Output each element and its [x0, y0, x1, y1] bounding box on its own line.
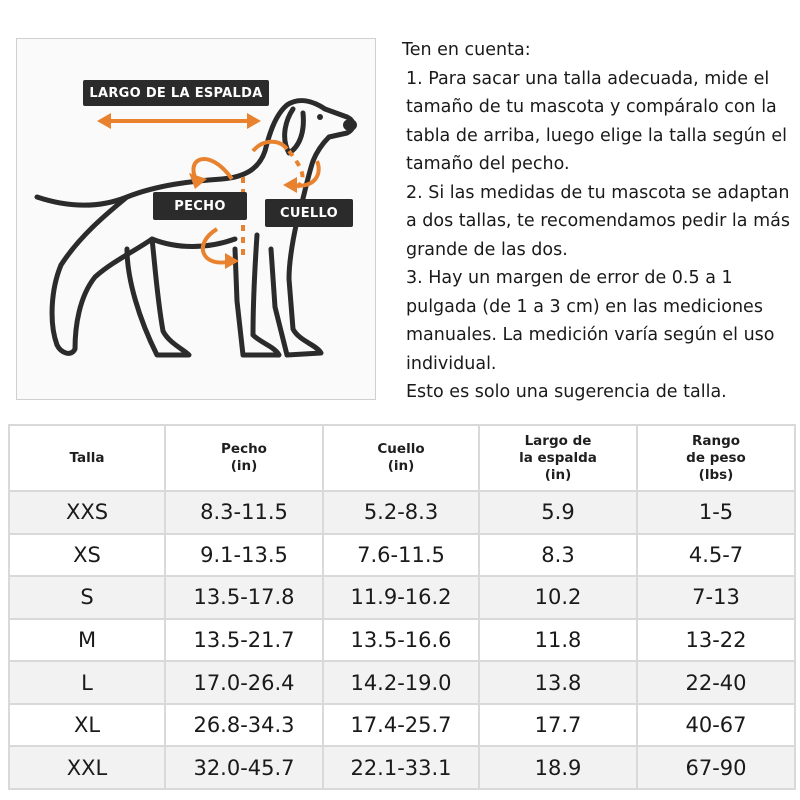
cell-weight: 40-67	[637, 704, 795, 747]
cell-chest: 9.1-13.5	[165, 534, 323, 577]
header-size: Talla	[9, 425, 165, 491]
cell-chest: 26.8-34.3	[165, 704, 323, 747]
header-chest: Pecho (in)	[165, 425, 323, 491]
cell-back: 18.9	[479, 746, 637, 789]
cell-weight: 67-90	[637, 746, 795, 789]
table-row	[9, 746, 795, 789]
cell-back: 5.9	[479, 491, 637, 534]
cell-chest: 32.0-45.7	[165, 746, 323, 789]
chest-arrowheads-icon	[189, 173, 239, 269]
header-back-length: Largo de la espalda (in)	[479, 425, 637, 491]
cell-neck: 7.6-11.5	[323, 534, 479, 577]
header-neck: Cuello (in)	[323, 425, 479, 491]
cell-neck: 17.4-25.7	[323, 704, 479, 747]
back-arrow-icon	[97, 113, 261, 129]
cell-back: 8.3	[479, 534, 637, 577]
table-row	[9, 534, 795, 577]
cell-neck: 5.2-8.3	[323, 491, 479, 534]
cell-size: M	[9, 619, 165, 662]
table-row	[9, 491, 795, 534]
dog-measurement-diagram	[16, 38, 376, 400]
cell-back: 10.2	[479, 576, 637, 619]
cell-chest: 13.5-21.7	[165, 619, 323, 662]
notes-heading: Ten en cuenta:	[402, 40, 531, 60]
cell-weight: 4.5-7	[637, 534, 795, 577]
cell-back: 13.8	[479, 661, 637, 704]
table-row	[9, 576, 795, 619]
cell-weight: 7-13	[637, 576, 795, 619]
cell-size: L	[9, 661, 165, 704]
cell-chest: 13.5-17.8	[165, 576, 323, 619]
table-row	[9, 704, 795, 747]
notes-footer: Esto es solo una sugerencia de talla.	[406, 382, 727, 402]
cell-weight: 13-22	[637, 619, 795, 662]
note-item-1: 1. Para sacar una talla adecuada, mide el tamaño de tu mascota y compáralo con la tabla de arriba, luego elige la talla según el tamaño del pecho.	[406, 68, 788, 174]
note-item-2: 2. Si las medidas de tu mascota se adaptan a dos tallas, te recomendamos pedir la más grande de las dos.	[406, 182, 790, 260]
header-weight-range: Rango de peso (lbs)	[637, 425, 795, 491]
cell-back: 17.7	[479, 704, 637, 747]
cell-neck: 11.9-16.2	[323, 576, 479, 619]
table-body	[9, 491, 795, 789]
cell-size: XL	[9, 704, 165, 747]
cell-size: XXS	[9, 491, 165, 534]
cell-weight: 1-5	[637, 491, 795, 534]
cell-neck: 13.5-16.6	[323, 619, 479, 662]
cell-size: XXL	[9, 746, 165, 789]
cell-neck: 14.2-19.0	[323, 661, 479, 704]
chest-label: PECHO	[153, 192, 247, 220]
cell-back: 11.8	[479, 619, 637, 662]
cell-neck: 22.1-33.1	[323, 746, 479, 789]
cell-chest: 17.0-26.4	[165, 661, 323, 704]
table-row	[9, 661, 795, 704]
note-item-3: 3. Hay un margen de error de 0.5 a 1 pulgada (de 1 a 3 cm) en las mediciones manuales. La medición varía según el uso individual.	[406, 268, 775, 374]
cell-size: XS	[9, 534, 165, 577]
back-length-label: LARGO DE LA ESPALDA	[83, 80, 269, 106]
cell-weight: 22-40	[637, 661, 795, 704]
cell-chest: 8.3-11.5	[165, 491, 323, 534]
size-chart-table	[8, 424, 796, 790]
cell-size: S	[9, 576, 165, 619]
table-row	[9, 619, 795, 662]
neck-label: CUELLO	[265, 199, 353, 227]
table-header-row	[9, 425, 795, 491]
sizing-notes	[402, 36, 798, 407]
